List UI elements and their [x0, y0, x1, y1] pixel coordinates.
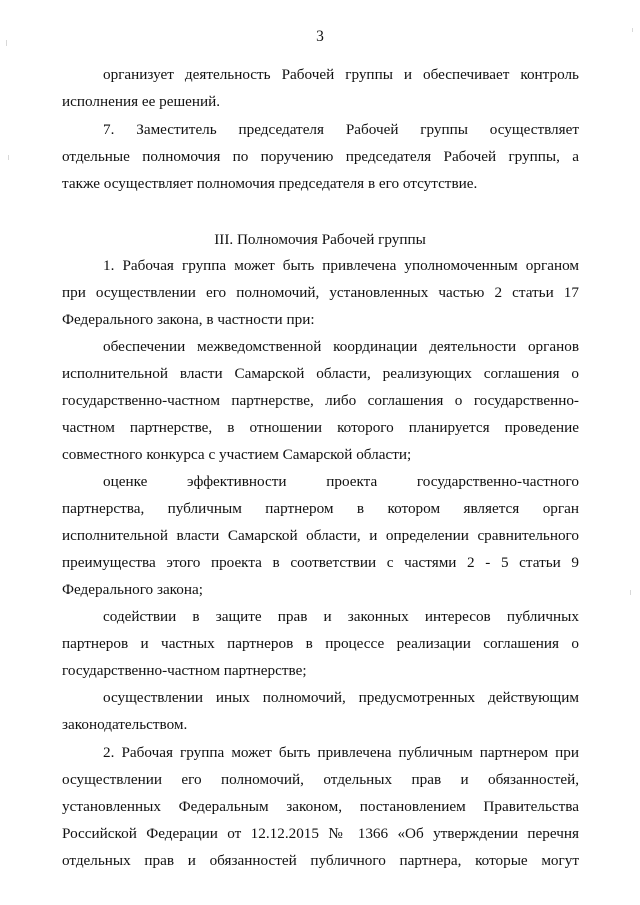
text-line: частном партнерстве, в отношении которого планируется проведение	[62, 419, 579, 436]
text-line: Федерального закона, в частности при:	[62, 311, 315, 328]
text-line: Федерального закона;	[62, 581, 203, 598]
left-scan-edge	[8, 155, 9, 160]
text-line: установленных Федеральным законом, постановлением Правительства	[62, 798, 579, 815]
text-line: при осуществлении его полномочий, установленных частью 2 статьи 17	[62, 284, 579, 301]
text-line: осуществлении иных полномочий, предусмотренных действующим	[103, 689, 579, 706]
text-line: исполнения ее решений.	[62, 93, 221, 110]
section-heading: III. Полномочия Рабочей группы	[214, 231, 426, 248]
text-line: отдельные полномочия по поручению председателя Рабочей группы, а	[62, 148, 579, 165]
text-line: также осуществляет полномочия председателя в его отсутствие.	[62, 175, 478, 192]
text-line: партнеров и частных партнеров в процессе реализации соглашения о	[62, 635, 579, 652]
text-line: партнерства, публичным партнером в котором является орган	[62, 500, 579, 517]
text-line: законодательством.	[62, 716, 188, 733]
text-line: содействии в защите прав и законных интересов публичных	[103, 608, 579, 625]
text-line: преимущества этого проекта в соответствии с частями 2 - 5 статьи 9	[62, 554, 579, 571]
text-line: осуществлении его полномочий, отдельных прав и обязанностей,	[62, 771, 579, 788]
text-line: 2. Рабочая группа может быть привлечена публичным партнером при	[103, 744, 579, 761]
text-line: Российской Федерации от 12.12.2015 № 1366 «Об утверждении перечня	[62, 825, 579, 842]
text-line: исполнительной власти Самарской области, реализующих соглашения о	[62, 365, 579, 382]
right-scan-edge	[630, 590, 631, 595]
text-line: отдельных прав и обязанностей публичного партнера, которые могут	[62, 852, 579, 869]
page-number: 3	[316, 28, 324, 45]
text-line: исполнительной власти Самарской области, и определении сравнительного	[62, 527, 579, 544]
text-line: совместного конкурса с участием Самарской области;	[62, 446, 412, 463]
text-line: государственно-частном партнерстве, либо соглашения о государственно-	[62, 392, 579, 409]
text-line: 1. Рабочая группа может быть привлечена уполномоченным органом	[103, 257, 579, 274]
text-line: организует деятельность Рабочей группы и обеспечивает контроль	[103, 66, 579, 83]
text-line: 7. Заместитель председателя Рабочей группы осуществляет	[103, 121, 579, 138]
text-line: государственно-частном партнерстве;	[62, 662, 307, 679]
text-line: оценке эффективности проекта государственно-частного	[103, 473, 579, 490]
text-line: обеспечении межведомственной координации деятельности органов	[103, 338, 579, 355]
